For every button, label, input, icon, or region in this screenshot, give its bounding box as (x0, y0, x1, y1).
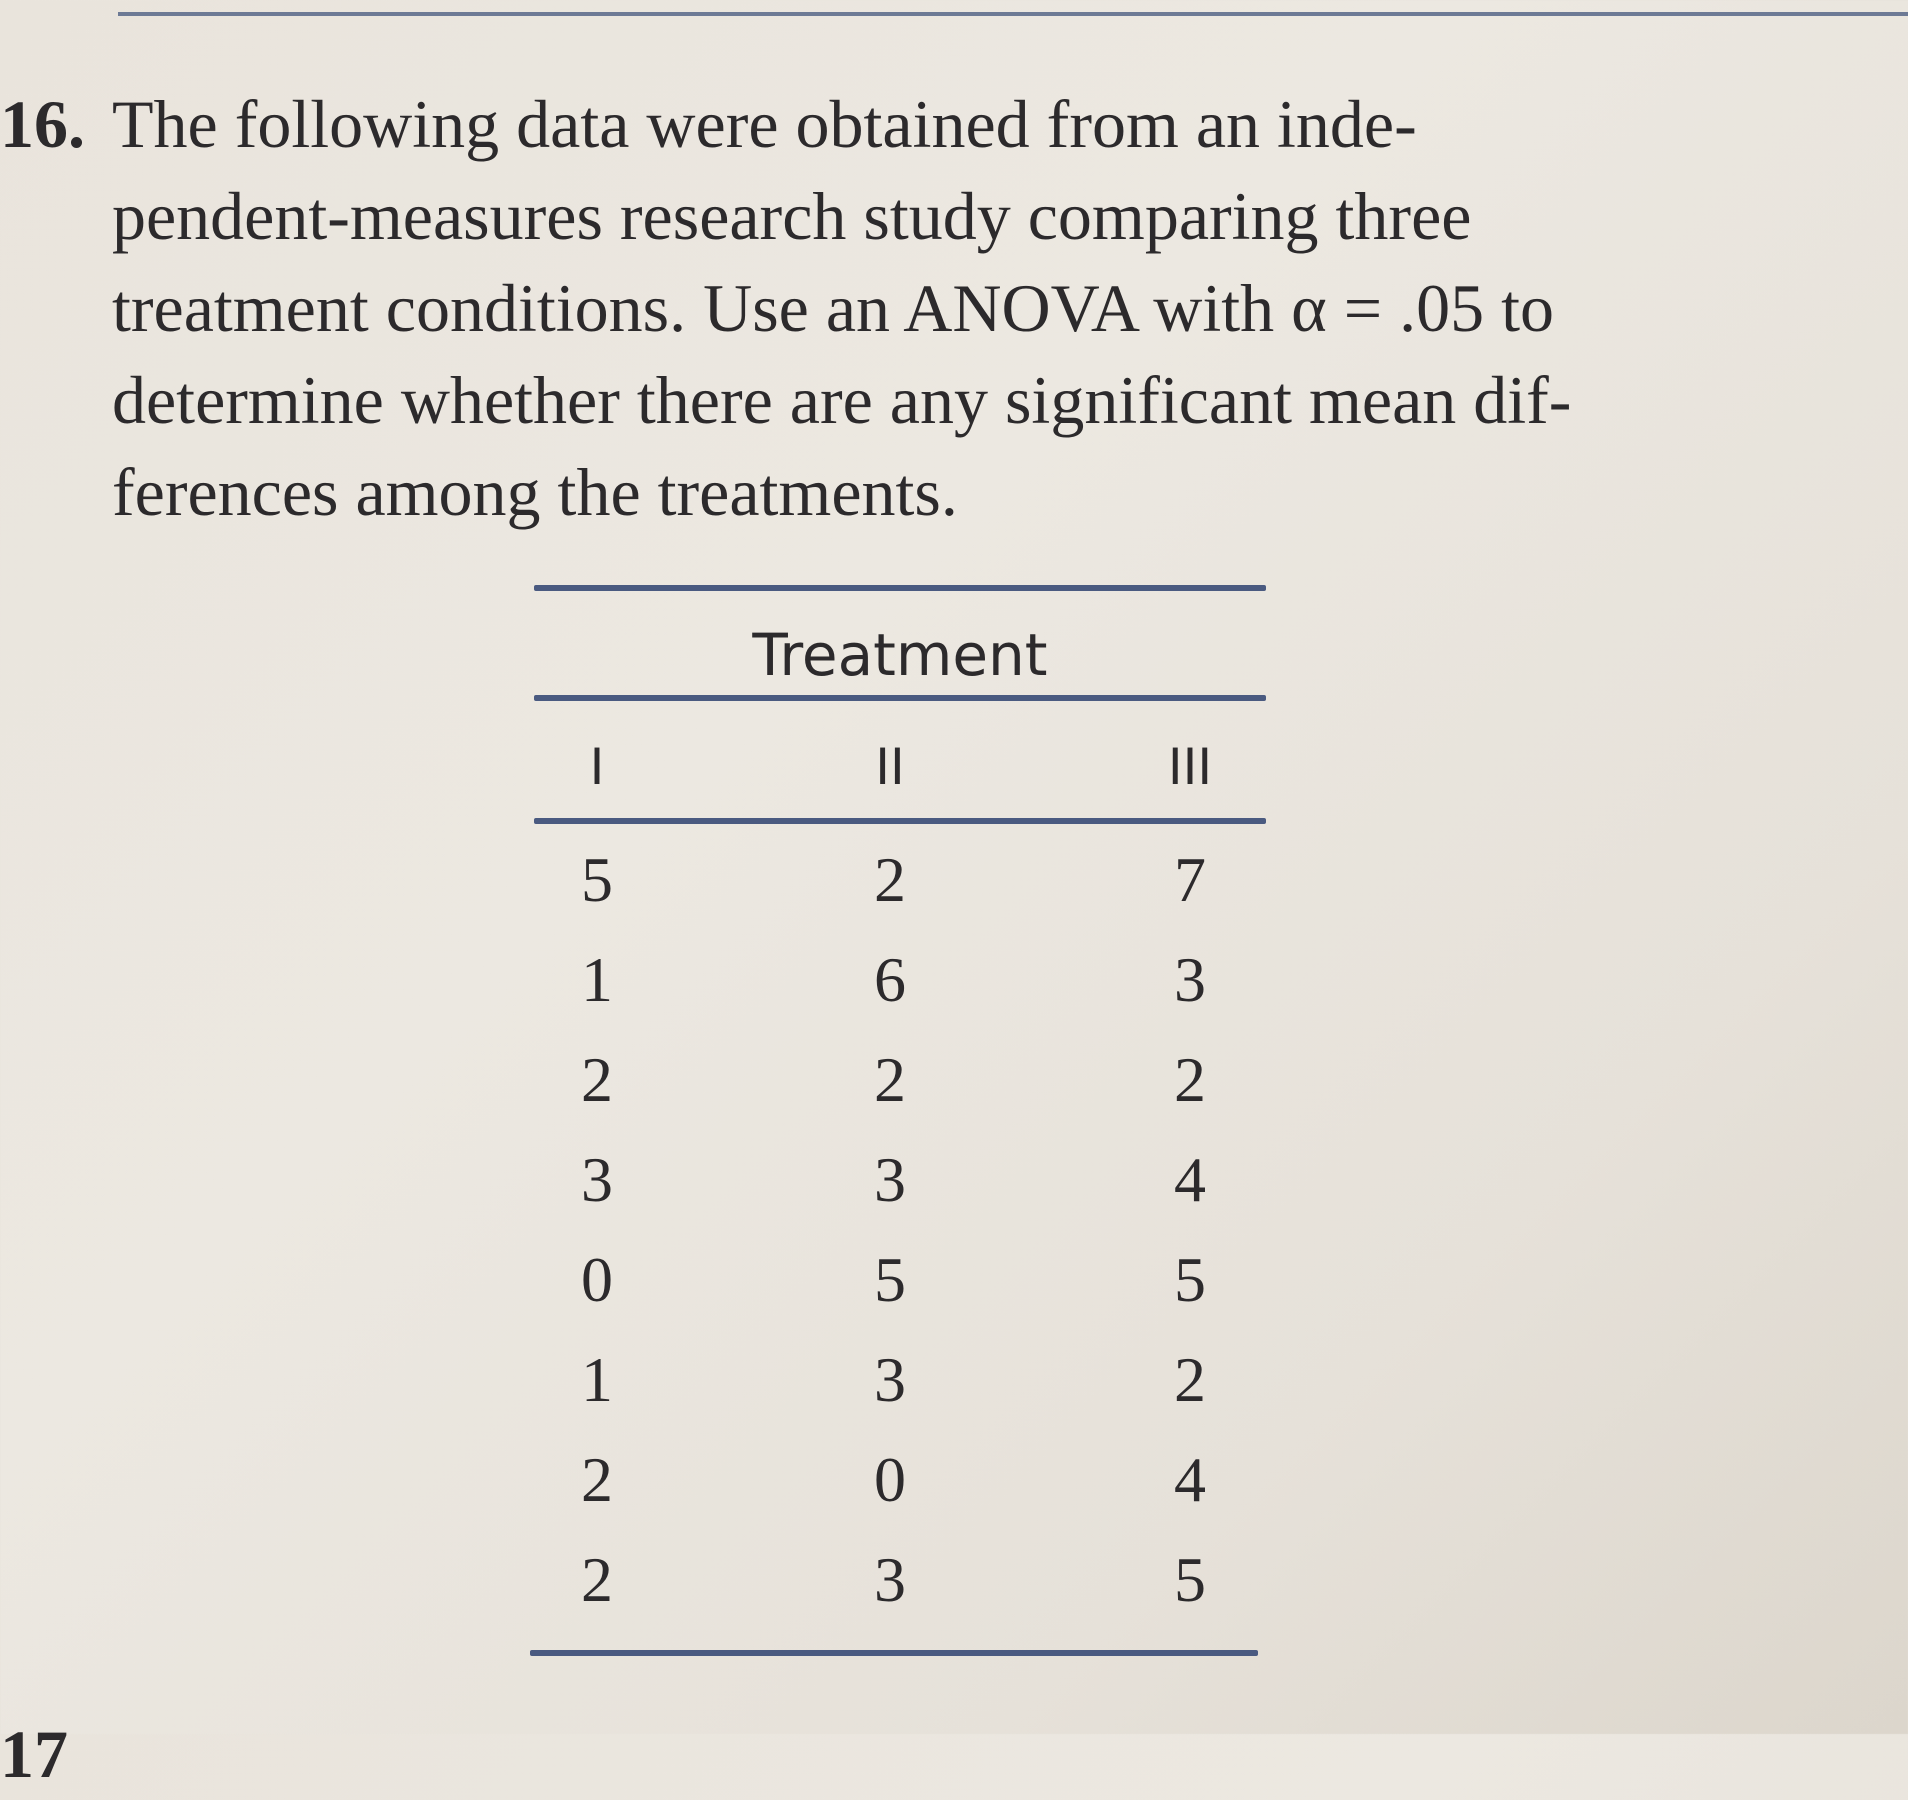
table-cell: 0 (581, 1244, 613, 1315)
table-cell: 2 (874, 1044, 906, 1115)
problem-text-line: determine whether there are any significant mean dif- (112, 362, 1572, 438)
table-cell: 2 (1174, 1044, 1206, 1115)
table-cell: 1 (581, 944, 613, 1015)
next-problem-clipped (0, 1700, 1908, 1792)
table-row (530, 1130, 1270, 1230)
table-spanner-heading: Treatment (752, 621, 1048, 689)
table-cell: 7 (1174, 844, 1206, 915)
table-row (530, 930, 1270, 1030)
problem-text (112, 78, 1832, 538)
column-header-treatment-3: III (1167, 738, 1213, 796)
table-cell: 2 (581, 1444, 613, 1515)
table-cell: 3 (1174, 944, 1206, 1015)
next-problem-number: 17 (0, 1716, 68, 1792)
table-cell: 3 (581, 1144, 613, 1215)
problem-text-line: pendent-measures research study comparing three (112, 178, 1472, 254)
column-header-treatment-1: I (589, 738, 605, 796)
column-header-treatment-2: II (875, 738, 905, 796)
table-cell: 1 (581, 1344, 613, 1415)
problem-text-line: ferences among the treatments. (112, 454, 958, 530)
problem-text-line: The following data were obtained from an inde- (112, 86, 1417, 162)
top-rule (118, 12, 1908, 16)
table-row (530, 1030, 1270, 1130)
table-row (530, 1330, 1270, 1430)
table-top-rule (534, 585, 1266, 591)
table-cell: 0 (874, 1444, 906, 1515)
table-row (530, 1530, 1270, 1630)
table-cell: 2 (874, 844, 906, 915)
table-row (530, 1430, 1270, 1530)
table-cell: 5 (1174, 1244, 1206, 1315)
table-cell: 3 (874, 1544, 906, 1615)
problem-number: 16. (0, 86, 85, 162)
table-cell: 4 (1174, 1444, 1206, 1515)
table-cell: 3 (874, 1344, 906, 1415)
table-cell: 4 (1174, 1144, 1206, 1215)
table-cell: 5 (874, 1244, 906, 1315)
table-cell: 2 (581, 1044, 613, 1115)
table-cell: 6 (874, 944, 906, 1015)
table-header-rule (534, 818, 1266, 824)
table-cell: 2 (581, 1544, 613, 1615)
table-cell: 2 (1174, 1344, 1206, 1415)
table-spanner-rule (534, 695, 1266, 701)
table-cell: 5 (1174, 1544, 1206, 1615)
table-row (530, 830, 1270, 930)
problem-text-line: treatment conditions. Use an ANOVA with α = .05 to (112, 270, 1555, 346)
table-cell: 5 (581, 844, 613, 915)
table-row (530, 1230, 1270, 1330)
table-bottom-rule (530, 1650, 1258, 1656)
table-cell: 3 (874, 1144, 906, 1215)
